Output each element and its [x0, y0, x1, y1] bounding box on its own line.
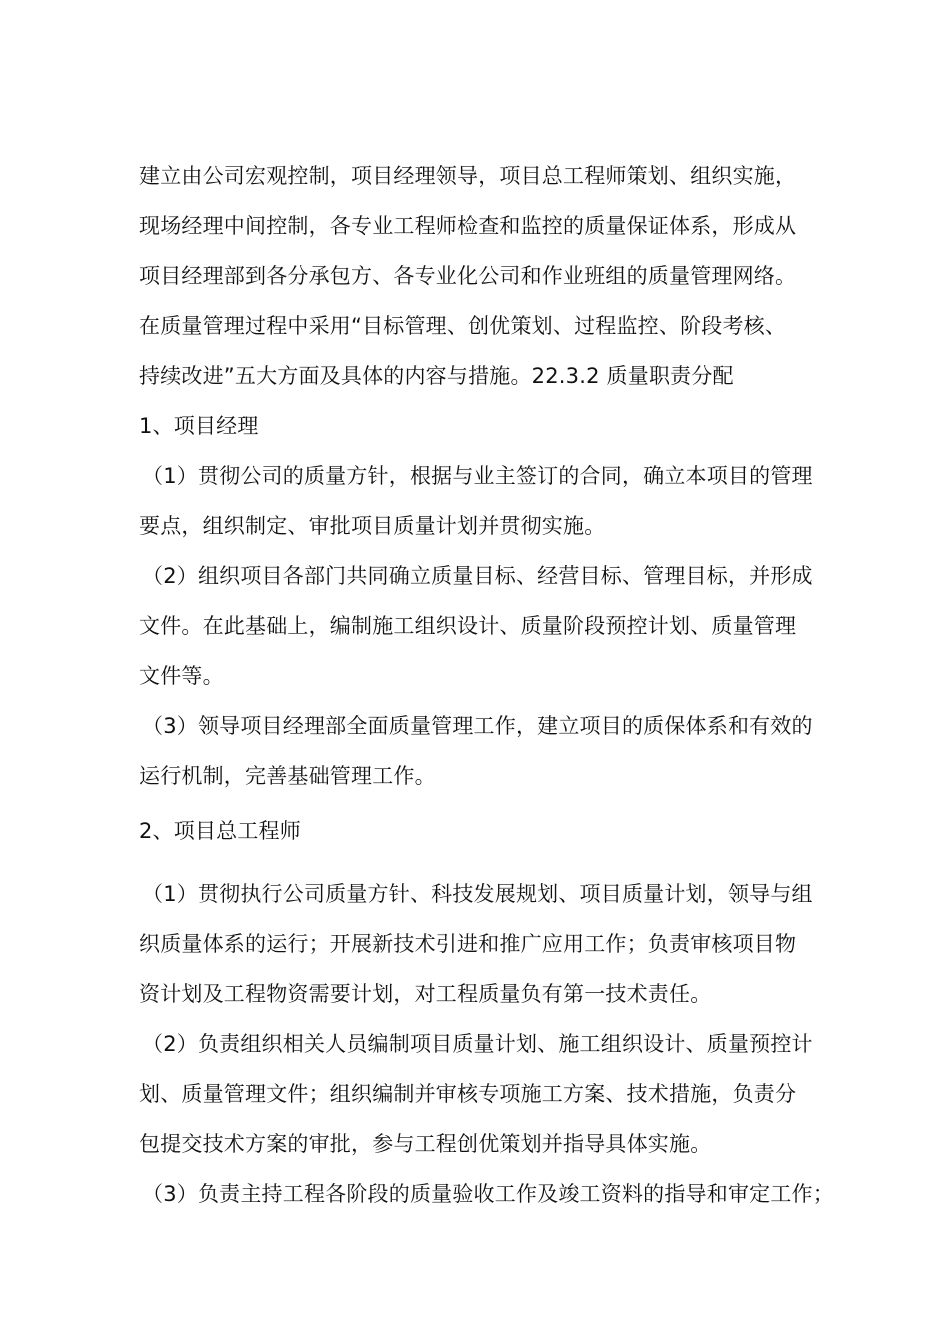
paragraph-line: 文件等。 [139, 664, 224, 688]
paragraph-line: 持续改进”五大方面及具体的内容与措施。22.3.2 质量职责分配 [139, 364, 734, 388]
list-item-line: （1）贯彻公司的质量方针，根据与业主签订的合同，确立本项目的管理 [142, 464, 813, 488]
paragraph-line: 建立由公司宏观控制，项目经理领导，项目总工程师策划、组织实施， [139, 164, 797, 188]
paragraph-line: 划、质量管理文件；组织编制并审核专项施工方案、技术措施，负责分 [139, 1082, 797, 1106]
paragraph-line: 现场经理中间控制，各专业工程师检查和监控的质量保证体系，形成从 [139, 214, 797, 238]
list-item-line: （2）负责组织相关人员编制项目质量计划、施工组织设计、质量预控计 [142, 1032, 813, 1056]
list-item-line: （3）负责主持工程各阶段的质量验收工作及竣工资料的指导和审定工作； [142, 1182, 834, 1206]
paragraph-line: 在质量管理过程中采用“目标管理、创优策划、过程监控、阶段考核、 [139, 314, 787, 338]
paragraph-line: 项目经理部到各分承包方、各专业化公司和作业班组的质量管理网络。 [139, 264, 797, 288]
paragraph-line: 织质量体系的运行；开展新技术引进和推广应用工作；负责审核项目物 [139, 932, 797, 956]
section-heading: 2、项目总工程师 [139, 819, 301, 843]
section-heading: 1、项目经理 [139, 414, 259, 438]
list-item-line: （3）领导项目经理部全面质量管理工作，建立项目的质保体系和有效的 [142, 714, 813, 738]
paragraph-line: 运行机制，完善基础管理工作。 [139, 764, 436, 788]
list-item-line: （2）组织项目各部门共同确立质量目标、经营目标、管理目标，并形成 [142, 564, 813, 588]
list-item-line: （1）贯彻执行公司质量方针、科技发展规划、项目质量计划，领导与组 [142, 882, 813, 906]
paragraph-line: 要点，组织制定、审批项目质量计划并贯彻实施。 [139, 514, 606, 538]
paragraph-line: 资计划及工程物资需要计划，对工程质量负有第一技术责任。 [139, 982, 712, 1006]
paragraph-line: 文件。在此基础上，编制施工组织设计、质量阶段预控计划、质量管理 [139, 614, 797, 638]
paragraph-line: 包提交技术方案的审批，参与工程创优策划并指导具体实施。 [139, 1132, 712, 1156]
